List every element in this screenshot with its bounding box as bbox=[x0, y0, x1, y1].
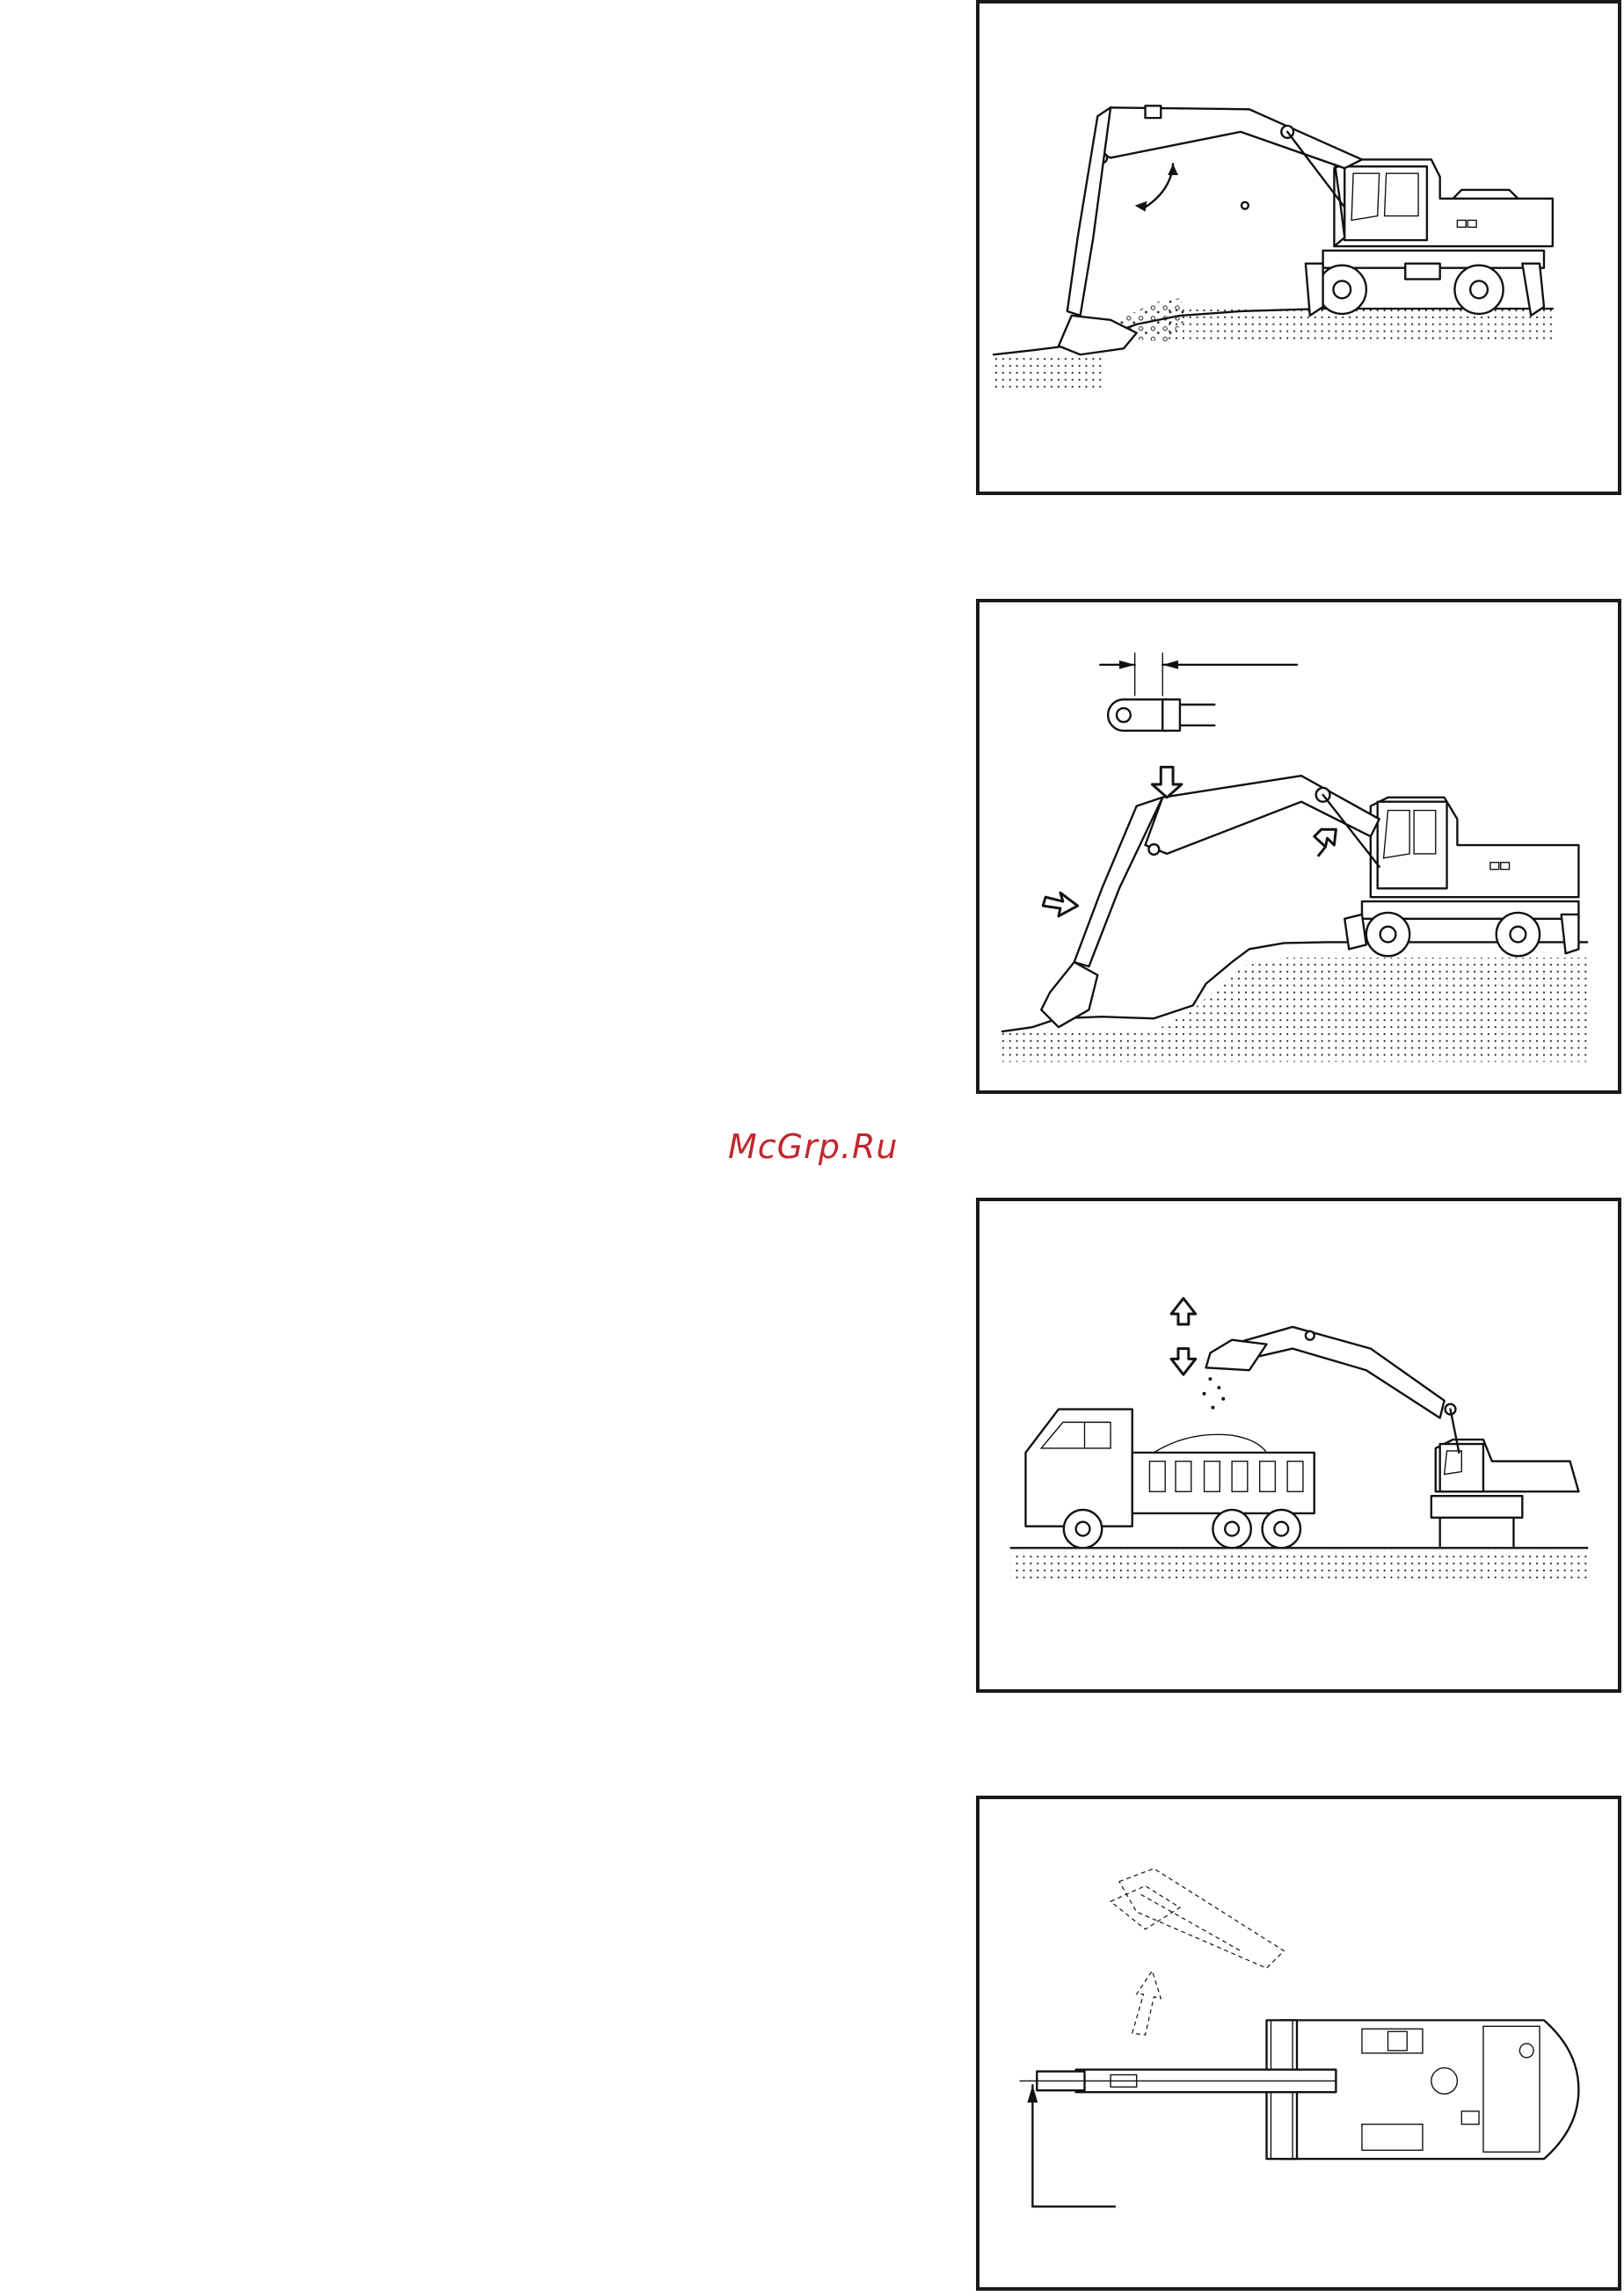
excavator-arm-cylinder-stroke-illustration bbox=[979, 602, 1618, 1090]
figure-panel-3 bbox=[976, 1198, 1621, 1693]
excavator-loading-dump-truck-illustration bbox=[979, 1201, 1618, 1689]
figure-panel-1 bbox=[976, 0, 1621, 495]
excavator-digging-angle-illustration bbox=[979, 4, 1618, 492]
figure-panel-2 bbox=[976, 599, 1621, 1094]
excavator-top-view-boom-swing-illustration bbox=[979, 1799, 1618, 2287]
watermark-text: McGrp.Ru bbox=[728, 1127, 899, 1166]
figure-panel-4 bbox=[976, 1796, 1621, 2291]
